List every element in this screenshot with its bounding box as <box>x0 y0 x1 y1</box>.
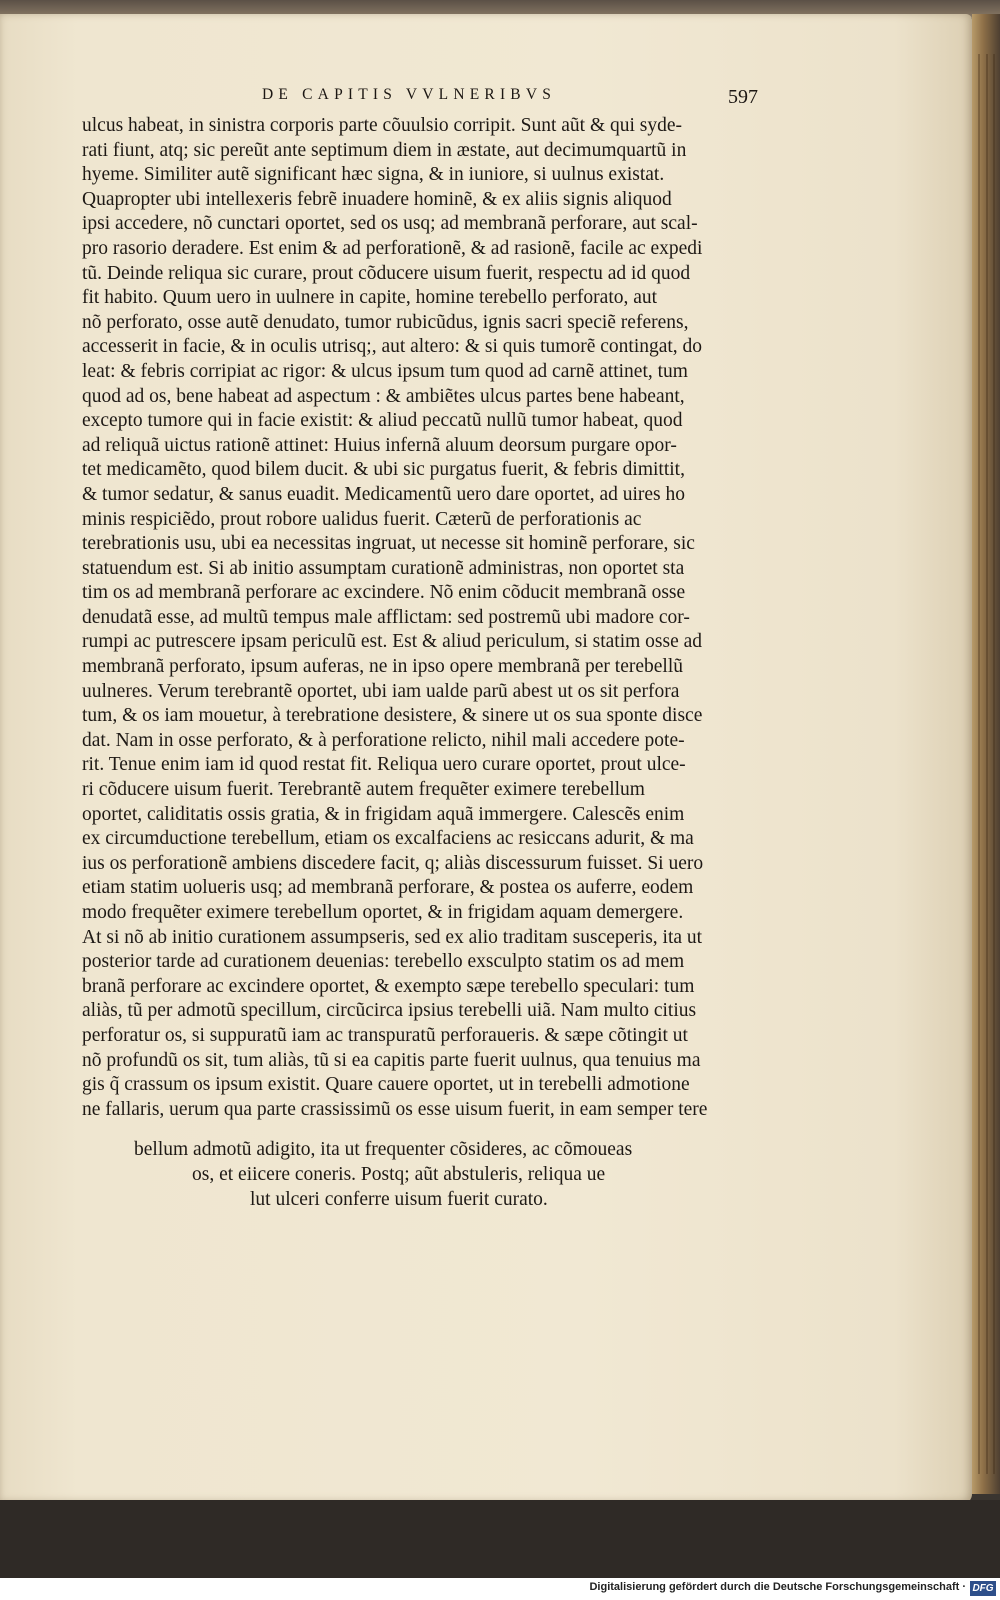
text-line: posterior tarde ad curationem deuenias: terebello exsculpto statim os ad mem <box>82 951 685 973</box>
text-line: statuendum est. Si ab initio assumptam curationẽ administras, non oportet sta <box>82 557 685 579</box>
text-line: fit habito. Quum uero in uulnere in capite, homine terebello perforato, aut <box>82 287 658 309</box>
text-line: uulneres. Verum terebrantẽ oportet, ubi iam ualde parũ abest ut os sit perfora <box>82 680 680 702</box>
tail-line: lut ulceri conferre uisum fuerit curato. <box>250 1189 548 1210</box>
text-line: excepto tumore qui in facie existit: & aliud peccatũ nullũ tumor habeat, quod <box>82 410 683 432</box>
text-line: ex circumductione terebellum, etiam os excalfaciens ac resiccans adurit, & ma <box>82 828 694 850</box>
text-line: Quapropter ubi intellexeris febrẽ inuadere hominẽ, & ex aliis signis aliquod <box>82 188 672 210</box>
text-line: ri cõducere uisum fuerit. Terebrantẽ autem frequẽter eximere terebellum <box>82 779 645 801</box>
text-line: ad reliquã uictus rationẽ attinet: Huius infernã aluum deorsum purgare opor- <box>82 434 677 456</box>
text-line: nõ perforato, osse autẽ denudato, tumor rubicũdus, ignis sacri speciẽ referens, <box>82 311 689 333</box>
text-line: At si nõ ab initio curationem assumpseris, sed ex alio traditam susceperis, ita ut <box>82 926 703 948</box>
text-line: tũ. Deinde reliqua sic curare, prout cõducere uisum fuerit, respectu ad id quod <box>82 262 691 284</box>
text-line: ne fallaris, uerum qua parte crassissimũ os esse uisum fuerit, in eam semper tere <box>82 1098 708 1120</box>
running-head: DE CAPITIS VVLNERIBVS <box>262 86 557 103</box>
text-line: membranã perforato, ipsum auferas, ne in ipso opere membranã per terebellũ <box>82 656 684 678</box>
page-number: 597 <box>728 86 758 108</box>
page-edge-line <box>978 54 980 1474</box>
text-line: pro rasorio deradere. Est enim & ad perforationẽ, & ad rasionẽ, facile ac expedi <box>82 237 703 259</box>
text-line: tim os ad membranã perforare ac excindere. Nõ enim cõducit membranã osse <box>82 582 686 604</box>
text-line: quod ad os, bene habeat ad aspectum : & ambiẽtes ulcus partes bene habeant, <box>82 385 685 407</box>
body-text <box>82 114 762 1122</box>
text-line: accesserit in facie, & in oculis utrisq;, aut altero: & si quis tumorẽ contingat, do <box>82 336 703 358</box>
funding-notice: Digitalisierung gefördert durch die Deutsche Forschungsgemeinschaft · <box>589 1581 966 1593</box>
text-line: etiam statim uolueris usq; ad membranã perforare, & postea os auferre, eodem <box>82 877 694 899</box>
text-line: ulcus habeat, in sinistra corporis parte cõuulsio corripit. Sunt aũt & qui syde- <box>82 115 683 136</box>
text-line: minis respiciẽdo, prout robore ualidus fuerit. Cæterũ de perforationis ac <box>82 508 642 530</box>
text-line: rit. Tenue enim iam id quod restat fit. Reliqua uero curare oportet, prout ulce- <box>82 754 686 776</box>
text-line: ipsi accedere, nõ cunctari oportet, sed os usq; ad membranã perforare, aut scal- <box>82 213 698 235</box>
text-line: terebrationis usu, ubi ea necessitas ingruat, ut necesse sit hominẽ perforare, sic <box>82 533 695 555</box>
text-line: gis q̃ crassum os ipsum existit. Quare cauere oportet, ut in terebelli admotione <box>82 1074 690 1096</box>
tail-line: bellum admotũ adigito, ita ut frequenter cõsideres, ac cõmoueas <box>134 1139 633 1160</box>
tail-line: os, et eiicere coneris. Postq; aũt abstuleris, reliqua ue <box>192 1164 606 1185</box>
text-line: aliàs, tũ per admotũ specillum, circũcirca ipsius terebelli uiã. Nam multo citius <box>82 1000 697 1022</box>
text-line: dat. Nam in osse perforato, & à perforatione relicto, nihil mali accedere pote- <box>82 729 685 751</box>
text-line: nõ profundũ os sit, tum aliàs, tũ si ea capitis parte fuerit uulnus, qua tenuius ma <box>82 1049 701 1071</box>
scan-background <box>0 1500 1000 1580</box>
page-edge-line <box>986 54 988 1474</box>
text-line: & tumor sedatur, & sanus euadit. Medicamentũ uero dare oportet, ad uires ho <box>82 483 686 505</box>
text-line: ius os perforationẽ ambiens discedere facit, q; aliàs discessurum fuisset. Si uero <box>82 852 704 874</box>
text-line: tet medicamẽto, quod bilem ducit. & ubi sic purgatus fuerit, & febris dimittit, <box>82 459 685 481</box>
text-line: perforatur os, si suppuratũ iam ac transpuratũ perforaueris. & sæpe cõtingit ut <box>82 1024 688 1046</box>
text-line: oportet, caliditatis ossis gratia, & in frigidam aquã immergere. Calescẽs enim <box>82 803 685 825</box>
page-block-edge <box>972 14 1000 1494</box>
text-line: branã perforare ac excindere oportet, & exempto sæpe terebello speculari: tum <box>82 975 695 997</box>
text-line: denudatã esse, ad multũ tempus male afflictam: sed postremũ ubi madore cor- <box>82 606 690 628</box>
text-line: tum, & os iam mouetur, à terebratione desistere, & sinere ut os sua sponte disce <box>82 705 703 727</box>
page-edge-line <box>993 54 995 1474</box>
text-line: leat: & febris corripiat ac rigor: & ulcus ipsum tum quod ad carnẽ attinet, tum <box>82 360 688 382</box>
text-line: rumpi ac putrescere ipsam periculũ est. Est & aliud periculum, si statim osse ad <box>82 631 703 653</box>
digitization-footer <box>0 1578 1000 1600</box>
dfg-logo: DFG <box>970 1581 996 1596</box>
text-line: rati fiunt, atq; sic pereũt ante septimum diem in æstate, aut decimumquartũ in <box>82 139 687 161</box>
text-line: hyeme. Similiter autẽ significant hæc signa, & in iuniore, si uulnus existat. <box>82 164 665 186</box>
text-line: modo frequẽter eximere terebellum oportet, & in frigidam aquam demergere. <box>82 902 684 923</box>
